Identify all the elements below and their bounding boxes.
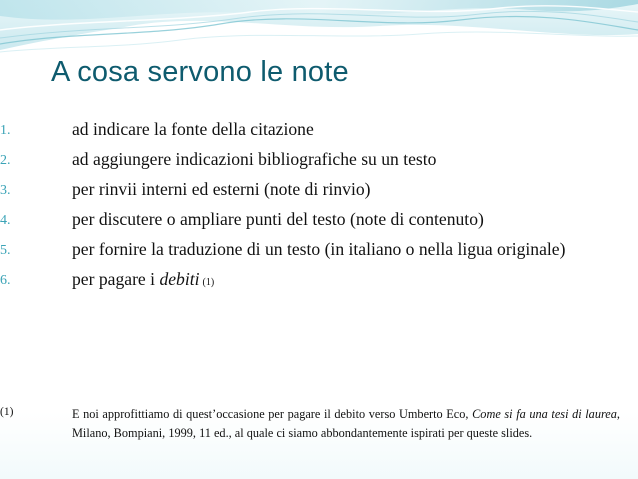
- list-item: [0, 148, 612, 170]
- list-item-number: 4.: [0, 213, 11, 228]
- footnote-text-part: E noi approfittiamo di quest’occasione per pagare il debito verso Umberto Eco,: [72, 407, 473, 421]
- list-item-number: 2.: [0, 153, 11, 168]
- list-item-number: 6.: [0, 273, 11, 288]
- list-item: [0, 118, 612, 140]
- footnote-text: [72, 405, 620, 443]
- emphasized-word: debiti: [159, 269, 200, 289]
- list-item-text: per fornire la traduzione di un testo (in italiano o nella ligua originale): [72, 239, 566, 259]
- list-item: [0, 178, 612, 200]
- list-item-text: per pagare i: [72, 269, 160, 289]
- footnote-text-part: , Milano, Bompiani, 1999, 11 ed., al quale ci siamo abbondantemente ispirati per queste slides.: [72, 407, 620, 440]
- list-item-number: 5.: [0, 243, 11, 258]
- list-item: [0, 208, 612, 230]
- list-item-text: ad aggiungere indicazioni bibliografiche su un testo: [72, 149, 437, 169]
- list-item-text: per discutere o ampliare punti del testo (note di contenuto): [72, 209, 484, 229]
- list-item: [0, 268, 612, 294]
- numbered-list: [0, 118, 638, 302]
- list-item: [0, 238, 612, 260]
- list-item-text: ad indicare la fonte della citazione: [72, 119, 314, 139]
- list-item-number: 1.: [0, 123, 11, 138]
- footnote-mark: (1): [0, 406, 14, 418]
- footnote-book-title: Come si fa una tesi di laurea: [472, 407, 617, 421]
- list-item-number: 3.: [0, 183, 11, 198]
- decorative-wave-banner: [0, 0, 638, 58]
- footnote-reference: (1): [202, 277, 215, 288]
- slide-title: A cosa servono le note: [51, 56, 349, 88]
- list-item-text: per rinvii interni ed esterni (note di rinvio): [72, 179, 371, 199]
